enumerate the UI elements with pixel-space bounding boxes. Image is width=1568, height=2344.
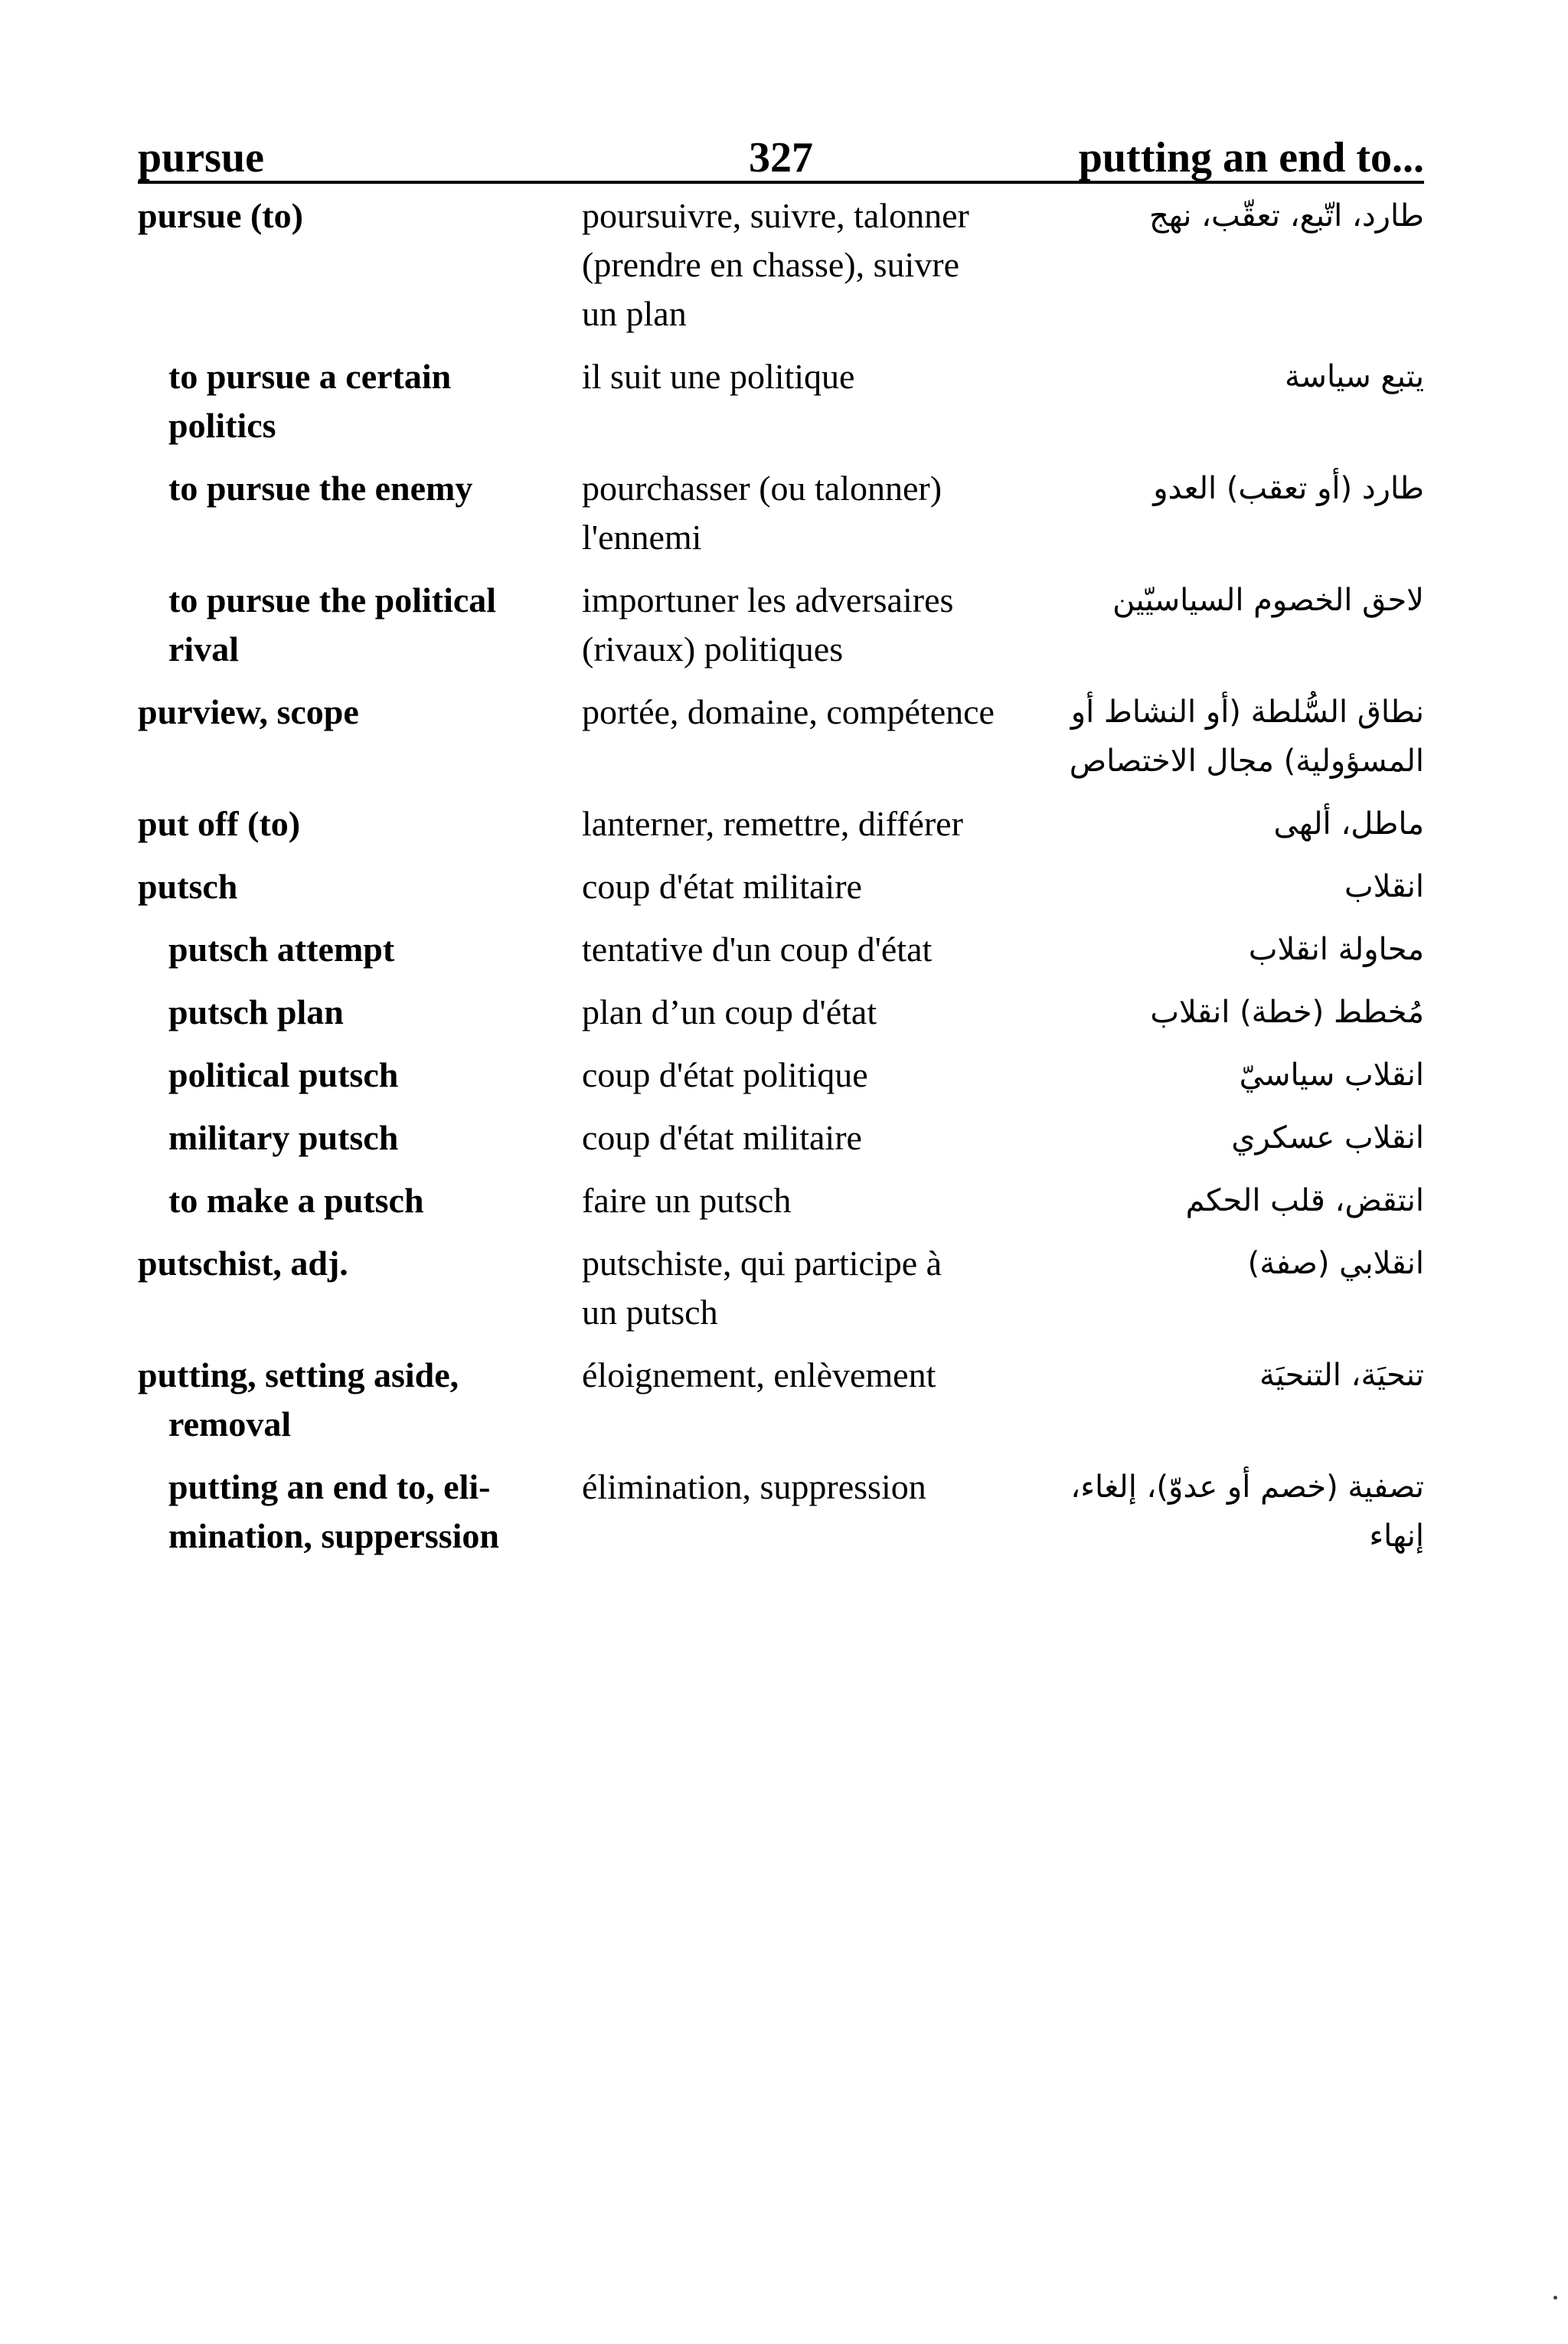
arabic-translation (1069, 688, 1424, 786)
arabic-translation (1087, 1239, 1424, 1288)
arabic-translation-line: انقلابي (صفة) (1247, 1246, 1424, 1281)
english-term (168, 988, 551, 1037)
english-term-line: putting, setting aside, (138, 1355, 459, 1394)
french-translation (582, 1351, 1041, 1400)
french-translation-line: coup d'état militaire (582, 867, 862, 906)
french-translation (582, 1463, 1041, 1512)
french-translation (582, 464, 1041, 562)
scan-speck (1553, 2296, 1557, 2300)
english-term-line: put off (to) (138, 804, 301, 843)
english-term-line: putsch plan (168, 992, 344, 1031)
french-translation (582, 688, 1041, 737)
french-translation (582, 862, 1041, 911)
french-translation (582, 1051, 1041, 1100)
french-translation-line: (prendre en chasse), suivre (582, 245, 959, 284)
arabic-translation (1087, 1351, 1424, 1400)
arabic-translation (1087, 1176, 1424, 1225)
arabic-translation (1087, 988, 1424, 1037)
arabic-translation-line: تنحيَة، التنحيَة (1259, 1358, 1424, 1393)
english-term-line: military putsch (168, 1118, 399, 1157)
french-translation-line: un putsch (582, 1293, 718, 1332)
english-term (168, 925, 551, 974)
french-translation-line: portée, domaine, compétence (582, 692, 995, 731)
arabic-translation-line: انقلاب عسكري (1231, 1120, 1424, 1156)
arabic-translation-line: تصفية (خصم أو عدوّ)، إلغاء، (1070, 1469, 1424, 1505)
french-translation (582, 1176, 1041, 1225)
french-translation-line: (rivaux) politiques (582, 629, 844, 669)
english-term (138, 191, 551, 240)
french-translation-line: il suit une politique (582, 357, 855, 396)
english-term-line: removal (168, 1404, 292, 1443)
english-term-line: political putsch (168, 1055, 399, 1094)
arabic-translation-line: إنهاء (1369, 1519, 1424, 1554)
english-term-line: politics (168, 406, 276, 445)
english-term (138, 799, 551, 848)
french-translation (582, 1113, 1041, 1162)
arabic-translation (1087, 799, 1424, 848)
french-translation-line: faire un putsch (582, 1181, 792, 1220)
french-translation-line: putschiste, qui participe à (582, 1244, 942, 1283)
french-translation (582, 988, 1041, 1037)
english-term (168, 1113, 551, 1162)
header-right-guide-word: putting an end to... (1078, 134, 1424, 181)
english-term-line: to pursue the political (168, 580, 497, 620)
english-term (168, 576, 551, 674)
english-term (138, 688, 551, 737)
french-translation-line: un plan (582, 294, 687, 333)
english-term (168, 352, 551, 450)
english-term (138, 1239, 551, 1288)
english-term (138, 862, 551, 911)
arabic-translation-line: مُخطط (خطة) انقلاب (1150, 995, 1424, 1030)
french-translation-line: lanterner, remettre, différer (582, 804, 963, 843)
arabic-translation (1087, 862, 1424, 911)
english-term-line: rival (168, 629, 239, 669)
page-header (138, 115, 1424, 184)
arabic-translation (1087, 1051, 1424, 1100)
arabic-translation (1070, 1463, 1424, 1561)
french-translation-line: éloignement, enlèvement (582, 1355, 936, 1394)
french-translation-line: l'ennemi (582, 518, 702, 557)
english-term-line: putting an end to, eli- (168, 1467, 491, 1506)
french-translation (582, 1239, 1041, 1337)
arabic-translation-line: طارد، اتّبع، تعقّب، نهج (1149, 198, 1424, 234)
english-term (168, 464, 551, 513)
arabic-translation-line: لاحق الخصوم السياسيّين (1112, 583, 1424, 618)
french-translation-line: plan d’un coup d'état (582, 992, 877, 1031)
english-term (168, 1463, 551, 1561)
arabic-translation (1087, 1113, 1424, 1162)
french-translation (582, 925, 1041, 974)
english-term-line: to pursue a certain (168, 357, 452, 396)
english-term-line: putschist, adj. (138, 1244, 348, 1283)
arabic-translation-line: يتبع سياسة (1284, 359, 1424, 394)
english-term-line: pursue (to) (138, 196, 303, 235)
arabic-translation-line: نطاق السُّلطة (أو النشاط أو (1070, 695, 1424, 730)
header-left-guide-word: pursue (138, 134, 264, 181)
arabic-translation (1087, 191, 1424, 240)
english-term-line: putsch (138, 867, 238, 906)
arabic-translation (1087, 925, 1424, 974)
arabic-translation-line: طارد (أو تعقب) العدو (1153, 471, 1424, 506)
arabic-translation-line: المسؤولية) مجال الاختصاص (1069, 744, 1424, 779)
arabic-translation (1087, 352, 1424, 401)
english-term-line: purview, scope (138, 692, 359, 731)
french-translation (582, 576, 1041, 674)
arabic-translation (1087, 576, 1424, 625)
arabic-translation-line: محاولة انقلاب (1248, 932, 1424, 967)
english-term-line: to make a putsch (168, 1181, 424, 1220)
english-term (168, 1051, 551, 1100)
arabic-translation-line: انتقض، قلب الحكم (1185, 1183, 1424, 1218)
arabic-translation-line: انقلاب سياسيّ (1239, 1058, 1424, 1093)
english-term (138, 1351, 551, 1449)
english-term (168, 1176, 551, 1225)
french-translation (582, 352, 1041, 401)
french-translation-line: pourchasser (ou talonner) (582, 469, 942, 508)
english-term-line: mination, supperssion (168, 1516, 500, 1555)
french-translation-line: coup d'état militaire (582, 1118, 862, 1157)
french-translation (582, 799, 1041, 848)
arabic-translation-line: ماطل، ألهى (1273, 806, 1424, 842)
french-translation-line: tentative d'un coup d'état (582, 930, 933, 969)
arabic-translation-line: انقلاب (1344, 869, 1424, 904)
french-translation-line: coup d'état politique (582, 1055, 868, 1094)
arabic-translation (1087, 464, 1424, 513)
french-translation (582, 191, 1041, 338)
french-translation-line: élimination, suppression (582, 1467, 926, 1506)
french-translation-line: importuner les adversaires (582, 580, 954, 620)
english-term-line: putsch attempt (168, 930, 395, 969)
page-number: 327 (749, 134, 813, 181)
french-translation-line: poursuivre, suivre, talonner (582, 196, 969, 235)
english-term-line: to pursue the enemy (168, 469, 473, 508)
